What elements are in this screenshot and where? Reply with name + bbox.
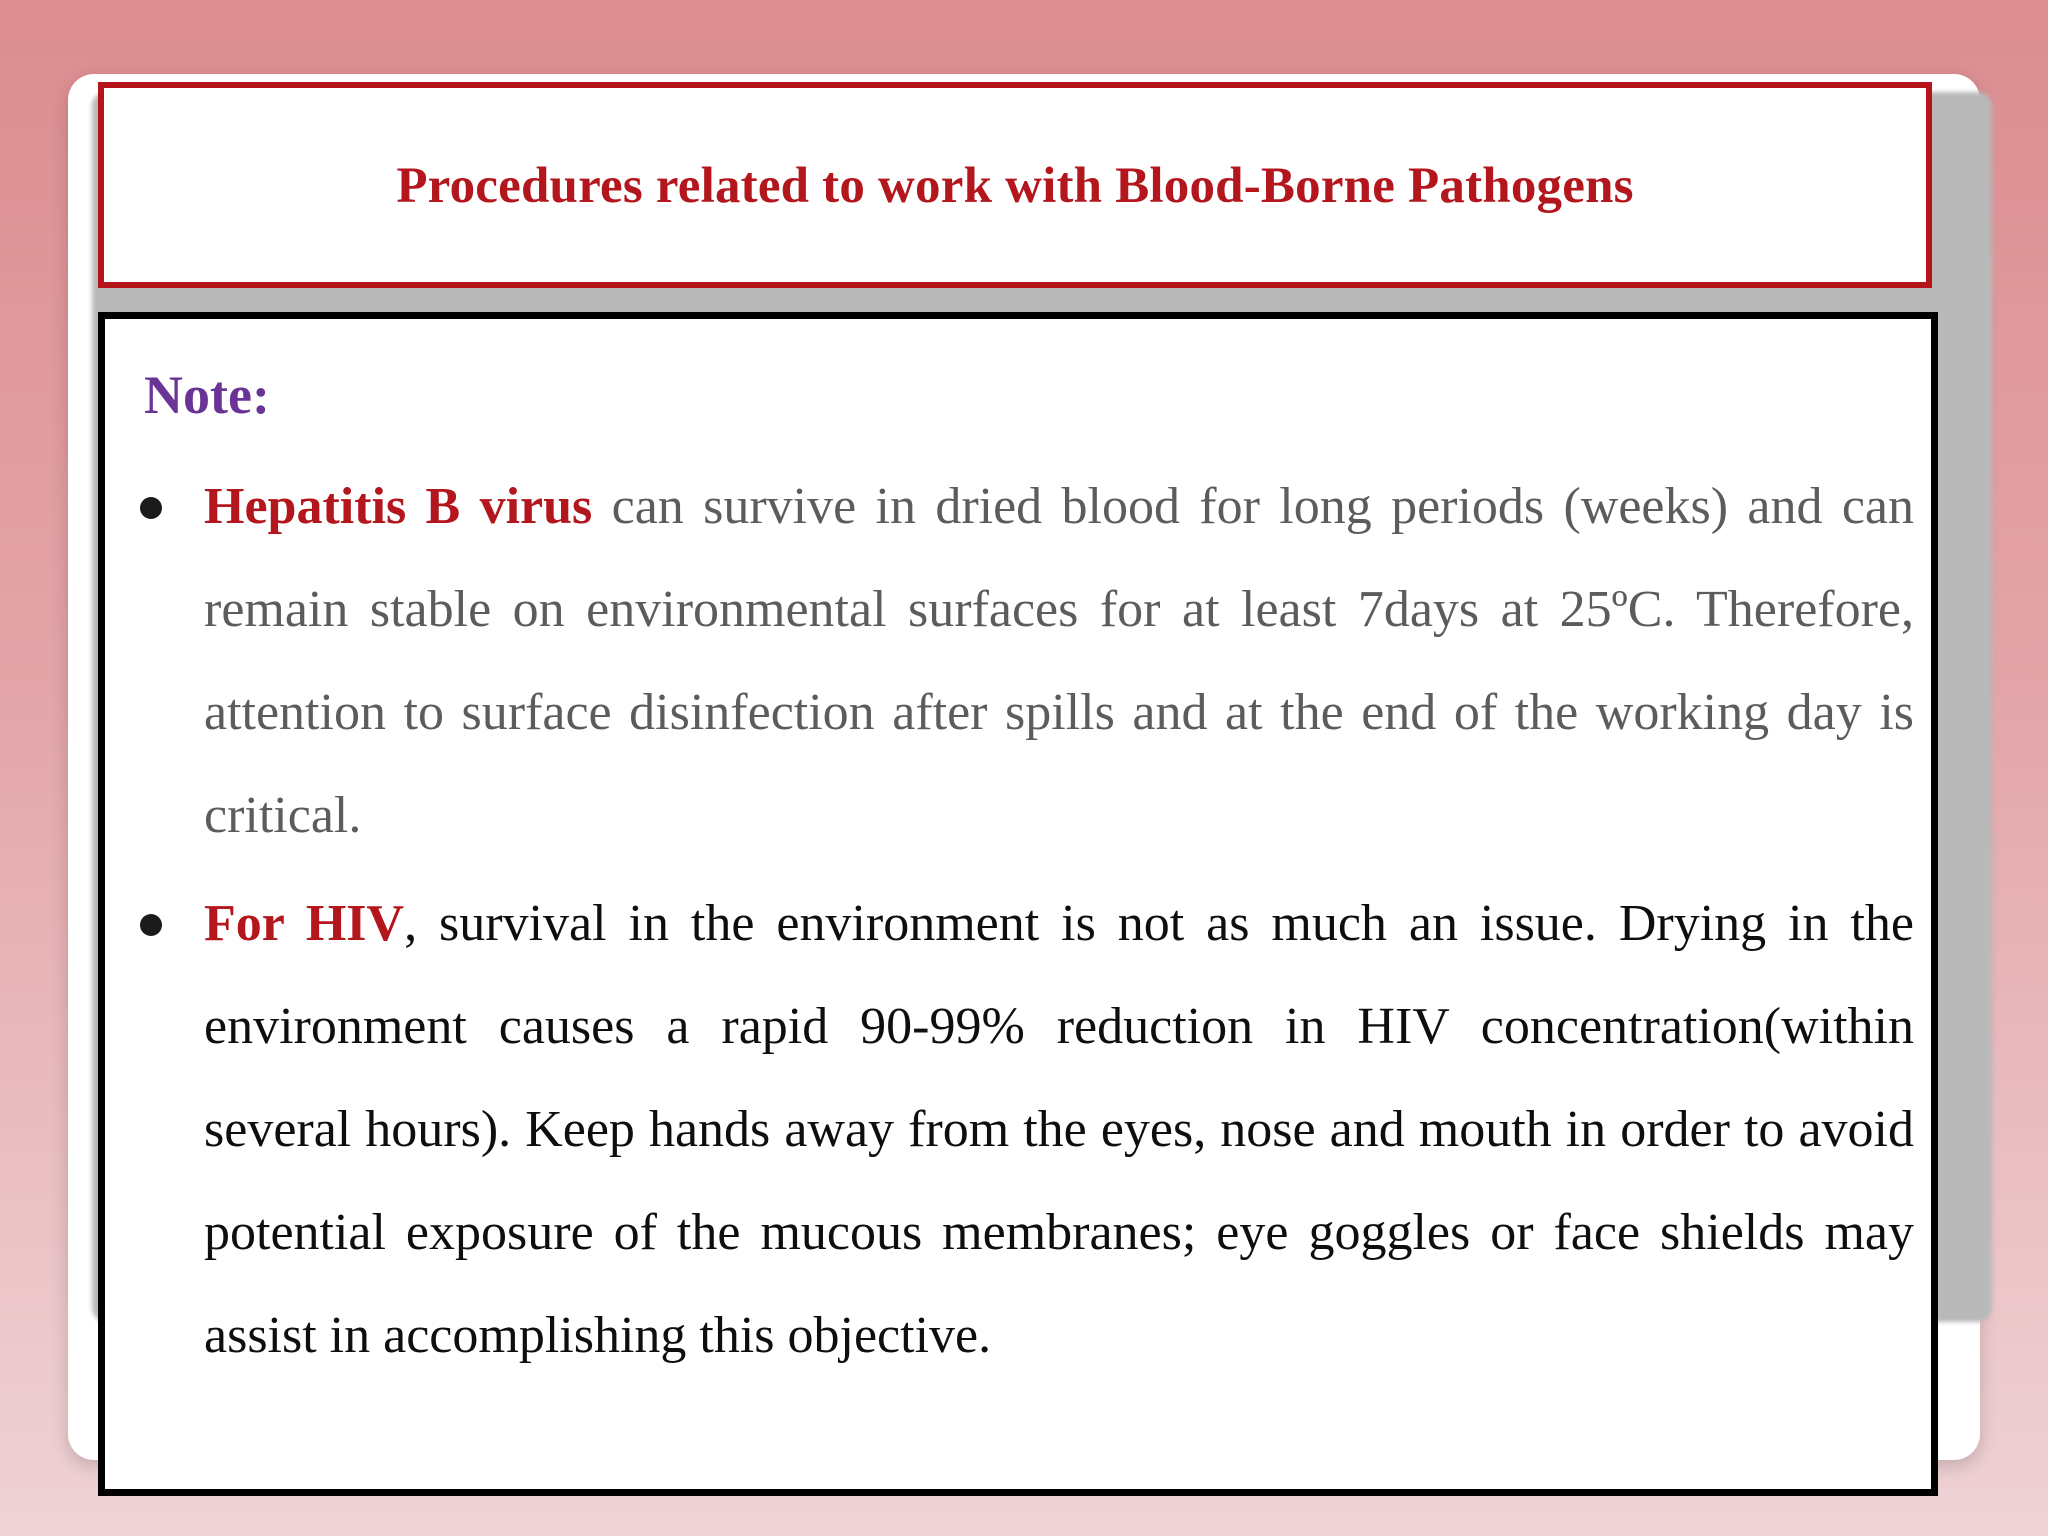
bullet-item-hiv xyxy=(204,872,1914,1387)
bullet-body-hiv: , survival in the environment is not as much an issue. Drying in the environment causes a rapid 90-99% reduction in HIV concentration(within several hours). Keep hands away from the eyes, nose and mouth in order to avoid potential exposure of the mucous membranes; eye goggles or face shields may assist in accomplishing this objective. xyxy=(204,895,1915,1364)
bullet-item-hepatitis-b xyxy=(204,455,1914,867)
bullet-icon xyxy=(140,497,162,519)
note-heading: Note: xyxy=(144,365,270,425)
bullet-lead-hiv: For HIV xyxy=(204,895,405,952)
title-box xyxy=(98,82,1932,288)
bullet-body-hepatitis-b: can survive in dried blood for long periods (weeks) and can remain stable on environmental surfaces for at least 7days at 25ºC. Therefore, attention to surface disinfection after spills and at the end of the working day is critical. xyxy=(204,478,1914,844)
bullet-icon xyxy=(140,914,162,936)
bullet-lead-hepatitis-b: Hepatitis B virus xyxy=(204,478,593,535)
slide-title: Procedures related to work with Blood-Borne Pathogens xyxy=(396,158,1634,214)
